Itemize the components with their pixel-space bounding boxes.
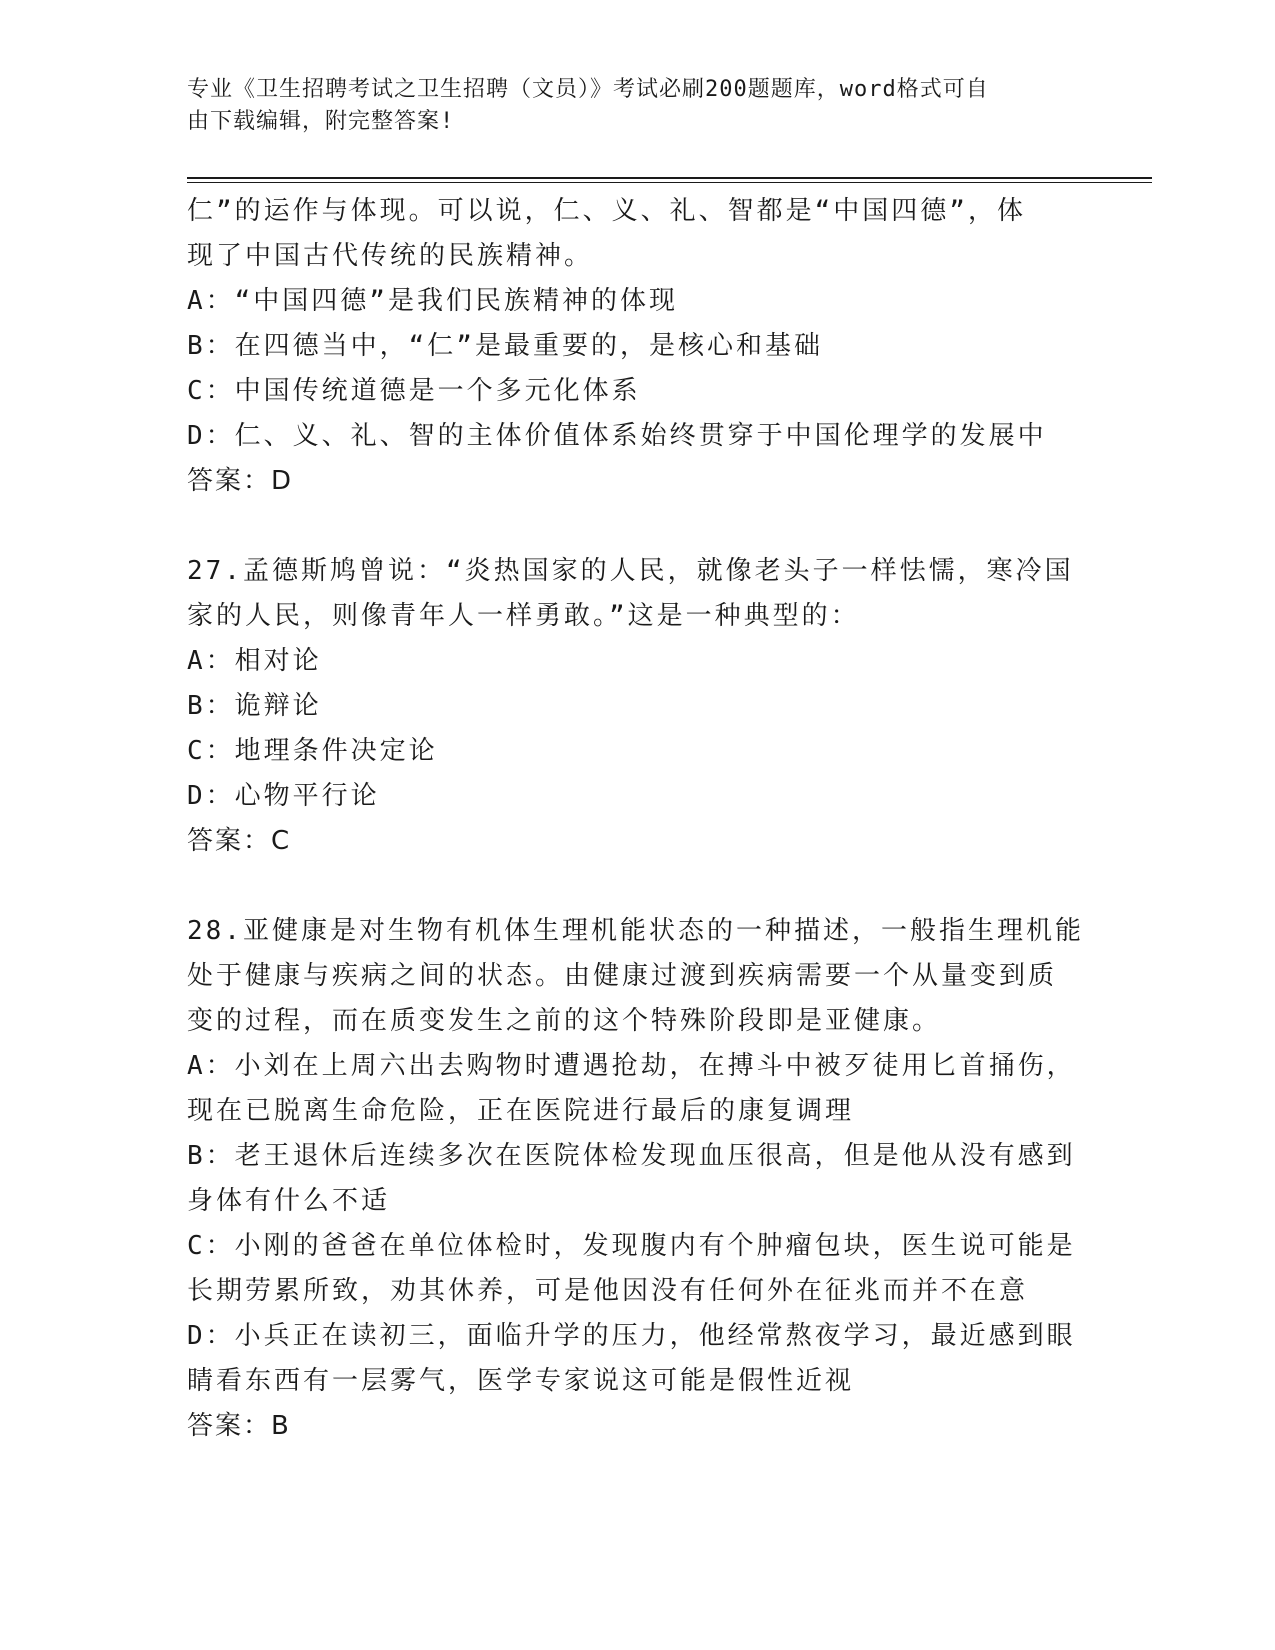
- header-line: 由下载编辑，附完整答案!: [187, 109, 455, 134]
- question-text-line: 处于健康与疾病之间的状态。由健康过渡到疾病需要一个从量变到质: [187, 961, 1058, 991]
- question-text-line: 仁”的运作与体现。可以说，仁、义、礼、智都是“中国四德”，体: [187, 196, 1026, 226]
- option-c: C：中国传统道德是一个多元化体系: [187, 376, 641, 406]
- option-d: D：心物平行论: [187, 781, 380, 811]
- page-header: [187, 74, 1067, 138]
- question-27: [187, 549, 1077, 864]
- option-d-continued: 睛看东西有一层雾气，医学专家说这可能是假性近视: [187, 1366, 855, 1396]
- option-c: C：小刚的爸爸在单位体检时，发现腹内有个肿瘤包块，医生说可能是: [187, 1231, 1076, 1261]
- option-b: B：在四德当中，“仁”是最重要的，是核心和基础: [187, 331, 823, 361]
- answer-line: 答案：B: [187, 1411, 291, 1441]
- option-c-continued: 长期劳累所致，劝其休养，可是他因没有任何外在征兆而并不在意: [187, 1276, 1029, 1306]
- option-d: D：小兵正在读初三，面临升学的压力，他经常熬夜学习，最近感到眼: [187, 1321, 1076, 1351]
- spacer: [187, 864, 1077, 909]
- option-d: D：仁、义、礼、智的主体价值体系始终贯穿于中国伦理学的发展中: [187, 421, 1047, 451]
- question-text-line: 27.孟德斯鸠曾说：“炎热国家的人民，就像老头子一样怯懦，寒冷国: [187, 556, 1074, 586]
- question-text-line: 28.亚健康是对生物有机体生理机能状态的一种描述，一般指生理机能: [187, 916, 1084, 946]
- question-text-line: 家的人民，则像青年人一样勇敢。”这是一种典型的：: [187, 601, 860, 631]
- option-b: B：诡辩论: [187, 691, 322, 721]
- option-b-continued: 身体有什么不适: [187, 1186, 391, 1216]
- answer-line: 答案：C: [187, 826, 292, 856]
- question-text-line: 变的过程，而在质变发生之前的这个特殊阶段即是亚健康。: [187, 1006, 942, 1036]
- document-body: [187, 189, 1084, 1449]
- option-c: C：地理条件决定论: [187, 736, 438, 766]
- header-line: 专业《卫生招聘考试之卫生招聘（文员）》考试必刷200题题库，word格式可自: [187, 77, 989, 102]
- question-28: [187, 909, 1084, 1449]
- header-divider-thin: [187, 182, 1152, 183]
- option-a-continued: 现在已脱离生命危险，正在医院进行最后的康复调理: [187, 1096, 855, 1126]
- option-b: B：老王退休后连续多次在医院体检发现血压很高，但是他从没有感到: [187, 1141, 1076, 1171]
- option-a: A：“中国四德”是我们民族精神的体现: [187, 286, 678, 316]
- question-26-continued: [187, 189, 1077, 504]
- header-divider: [187, 177, 1152, 179]
- spacer: [187, 504, 1077, 549]
- answer-line: 答案：D: [187, 466, 294, 496]
- option-a: A：小刘在上周六出去购物时遭遇抢劫，在搏斗中被歹徒用匕首捅伤，: [187, 1051, 1076, 1081]
- question-text-line: 现了中国古代传统的民族精神。: [187, 241, 594, 271]
- option-a: A：相对论: [187, 646, 322, 676]
